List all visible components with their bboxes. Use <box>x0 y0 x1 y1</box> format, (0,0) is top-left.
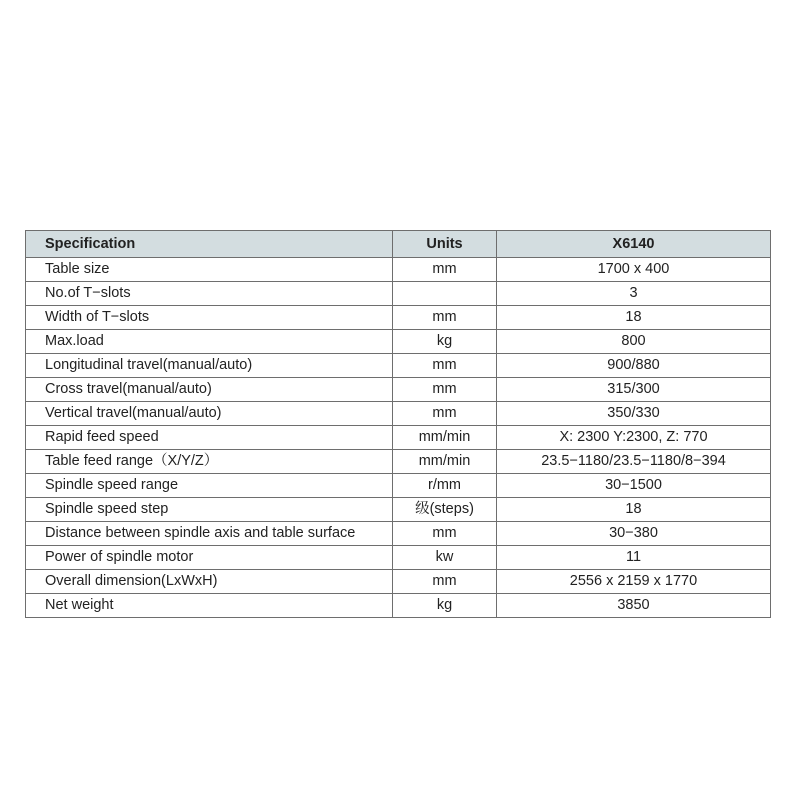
value-cell: 30−380 <box>497 522 771 546</box>
table-row <box>26 426 771 450</box>
unit-cell <box>393 282 497 306</box>
value-cell: 18 <box>497 306 771 330</box>
spec-cell: Spindle speed range <box>26 474 393 498</box>
value-cell: 30−1500 <box>497 474 771 498</box>
value-cell: 18 <box>497 498 771 522</box>
value-cell: X: 2300 Y:2300, Z: 770 <box>497 426 771 450</box>
value-cell: 350/330 <box>497 402 771 426</box>
value-cell: 800 <box>497 330 771 354</box>
unit-cell: 级(steps) <box>393 498 497 522</box>
spec-cell: Vertical travel(manual/auto) <box>26 402 393 426</box>
header-row <box>26 231 771 258</box>
unit-cell: mm <box>393 354 497 378</box>
unit-cell: mm <box>393 402 497 426</box>
spec-cell: Width of T−slots <box>26 306 393 330</box>
unit-cell: mm <box>393 570 497 594</box>
specification-table <box>25 230 771 618</box>
spec-cell: Overall dimension(LxWxH) <box>26 570 393 594</box>
value-cell: 11 <box>497 546 771 570</box>
spec-cell: Rapid feed speed <box>26 426 393 450</box>
unit-cell: r/mm <box>393 474 497 498</box>
unit-cell: mm <box>393 258 497 282</box>
value-cell: 900/880 <box>497 354 771 378</box>
table-row <box>26 570 771 594</box>
spec-cell: Distance between spindle axis and table surface <box>26 522 393 546</box>
unit-cell: kg <box>393 594 497 618</box>
spec-cell: No.of T−slots <box>26 282 393 306</box>
unit-cell: mm <box>393 378 497 402</box>
unit-cell: kg <box>393 330 497 354</box>
value-cell: 315/300 <box>497 378 771 402</box>
table-row <box>26 546 771 570</box>
spec-cell: Power of spindle motor <box>26 546 393 570</box>
value-cell: 1700 x 400 <box>497 258 771 282</box>
table-row <box>26 522 771 546</box>
header-specification: Specification <box>26 231 393 258</box>
table-row <box>26 306 771 330</box>
spec-cell: Cross travel(manual/auto) <box>26 378 393 402</box>
table-row <box>26 594 771 618</box>
table-row <box>26 402 771 426</box>
table-body <box>26 258 771 618</box>
table-row <box>26 378 771 402</box>
table-row <box>26 330 771 354</box>
header-units: Units <box>393 231 497 258</box>
spec-cell: Table size <box>26 258 393 282</box>
spec-cell: Max.load <box>26 330 393 354</box>
spec-cell: Table feed range（X/Y/Z） <box>26 450 393 474</box>
spec-cell: Spindle speed step <box>26 498 393 522</box>
header-model: X6140 <box>497 231 771 258</box>
table-row <box>26 258 771 282</box>
value-cell: 2556 x 2159 x 1770 <box>497 570 771 594</box>
unit-cell: mm <box>393 306 497 330</box>
table-row <box>26 474 771 498</box>
unit-cell: mm/min <box>393 450 497 474</box>
spec-cell: Net weight <box>26 594 393 618</box>
unit-cell: kw <box>393 546 497 570</box>
spec-cell: Longitudinal travel(manual/auto) <box>26 354 393 378</box>
table-row <box>26 282 771 306</box>
unit-cell: mm/min <box>393 426 497 450</box>
table-header <box>26 231 771 258</box>
value-cell: 3850 <box>497 594 771 618</box>
unit-cell: mm <box>393 522 497 546</box>
value-cell: 3 <box>497 282 771 306</box>
table-row <box>26 498 771 522</box>
table-row <box>26 354 771 378</box>
table-row <box>26 450 771 474</box>
value-cell: 23.5−1180/23.5−1180/8−394 <box>497 450 771 474</box>
